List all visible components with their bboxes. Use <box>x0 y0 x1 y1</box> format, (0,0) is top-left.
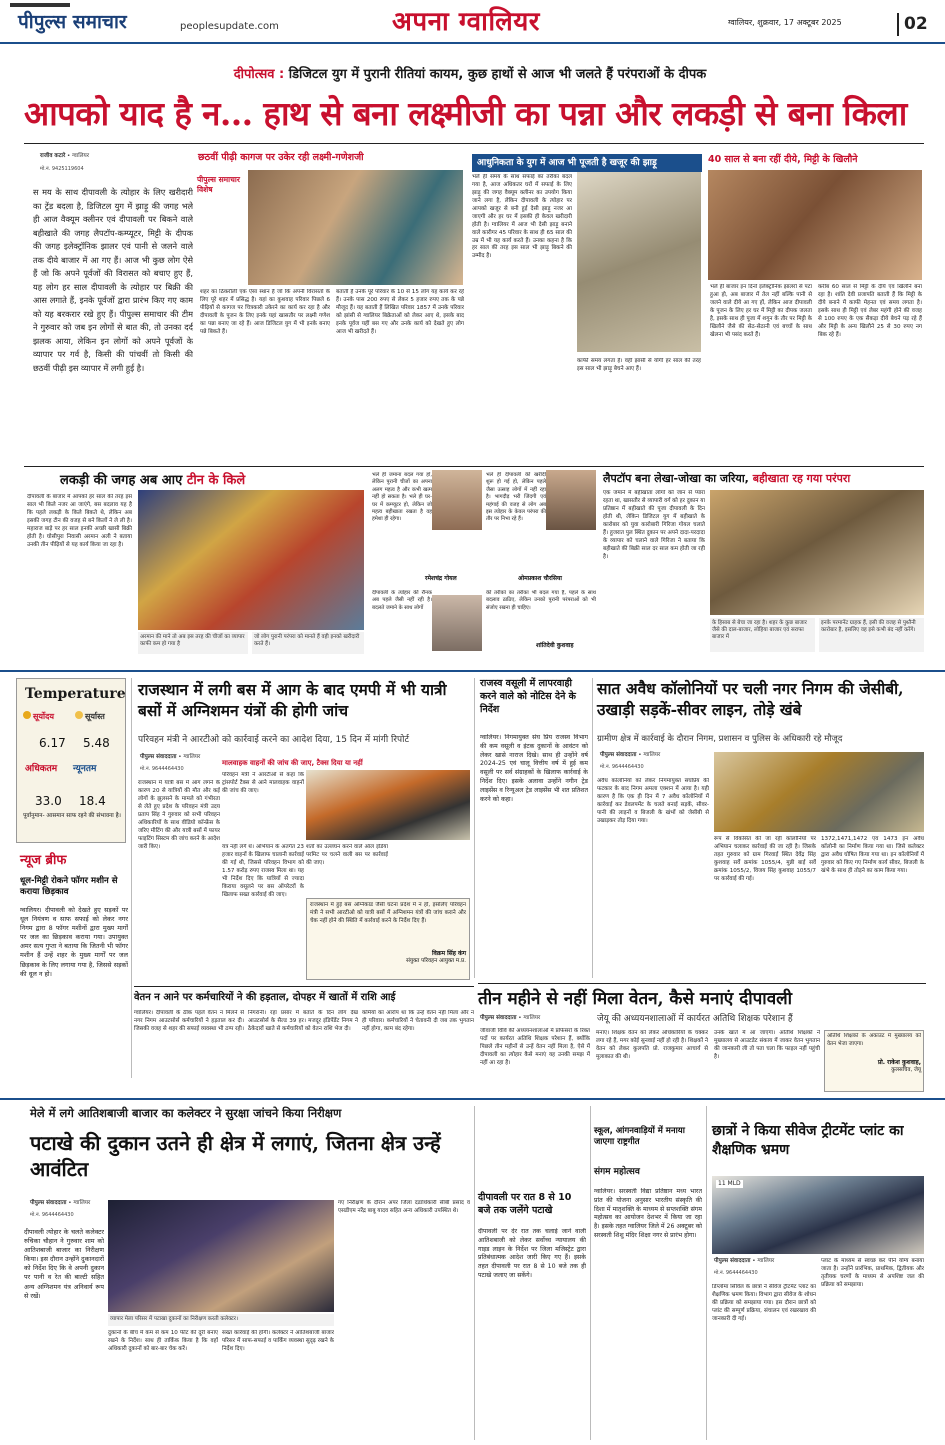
teachers-byline: पीपुल्स संवाददाता • ग्वालियर <box>480 1015 541 1021</box>
page-edge-marks <box>10 3 70 7</box>
stp-photo <box>712 1176 924 1254</box>
teachers-note <box>824 1030 924 1092</box>
issue-date: ग्वालियर, शुक्रवार, 17 अक्टूबर 2025 <box>728 18 842 27</box>
laptop-caption-2: इनके परमानेंट ग्राहक हैं, इसी की वजह से पुश्तैनी कारोबार है, इसलिए वह इसे कभी बंद नहीं करेंगे। <box>819 618 924 652</box>
brief-text: ग्वालियर। दीपावली को देखते हुए सड़कों पर धूल नियंत्रण व साफ सफाई को लेकर नगर निगम द्वारा 8 फॉगर मशीनों द्वारा मुख्य मार्गों पर जल का छिड़काव कराया गया। उपायुक्त अमर सत्य गुप्ता ने बताया कि जितनी भी फॉगर मशीन हैं उन्हें शहर के मुख्य मार्गों पर जल छिड़काव के लिए लगाया गया है, जिससे सड़कों की धूल न हो। <box>20 906 128 978</box>
sub3-text: भले ही बाजार इन दिनों इलेक्ट्रॉनिक झालरों से पटा हुआ हो, अब बाजार में तेल नहीं बल्कि पानी से जलने वाले दीये आ गए हों, लेकिन आज दीपावली के पूजन के लिए हर घर में मिट्टी का दीपक जलता है, इसके साथ ही पूजा में शगुन के तौर पर मिट्टी के खिलौने जैसे की सेठ-सेठानी एवं बच्चों के साथ खेलना भी पसंद करते हैं। <box>710 284 812 338</box>
sunset-icon <box>75 711 83 719</box>
crackers-kicker: मेले में लगे आतिशबाजी बाजार का कलेक्टर ने सुरक्षा जांचने किया निरीक्षण <box>30 1106 342 1120</box>
teachers-text-2: मनाएं। शिक्षक वेतन को लेकर अधिकारियों के चक्कर लगा रहे हैं, मगर कोई सुनवाई नहीं हो रही है। शिक्षकों ने वेतन को लेकर कुलपति प्रो. राजकुमार आचार्य से मुलाकात की थी। <box>596 1030 708 1060</box>
tin-caption-1: अरमान की माने तो अब इस तरह की चीजों का व्यापार काफी कम हो गया है <box>138 632 248 654</box>
sub2-text-2: काफी समय लगता है। वहीं झांसी से योगी हर साल की तरह इस साल भी झाड़ू बेचने आए हैं। <box>577 358 701 372</box>
teachers-note-title: कुलसचिव, जेयू <box>891 1067 921 1074</box>
colony-text-2: रूप से विकसित की जा रही कॉलोनियों पर अभियान चलाकर कार्रवाई की जा रही है। जिसके तहत गुरुवार को ग्राम गिरवाई स्थित देवेंद्र सिंह कुशवाह सर्वे क्रमांक 1055/4, मुन्नी बाई सर्वे क्रमांक 1055/2, विजय सिंह कुशवाह 1055/7 पर कार्रवाई की गई। <box>714 836 816 882</box>
bus-note-text: राजस्थान में हुई बस अग्निकांड जैसी घटना प्रदेश में न हो, इसलिए परिवहन मंत्री ने सभी आरटीओ को यात्री बसों में अग्निशमन यंत्रों की जांच कराने और चेक नहीं होने की स्थिति में कार्रवाई करने के निर्देश दिए हैं। <box>310 902 466 924</box>
stp-byline: पीपुल्स संवाददाता • ग्वालियर <box>714 1258 775 1264</box>
stp-photo-label: 11 MLD <box>718 1180 741 1187</box>
sun-icon <box>23 711 31 719</box>
tin-text: दीपावली के बाजार में आपको हर साल की तरह इस साल भी किले नजर आ जाएंगे, बस बदलाव यह है कि पहले लकड़ी के किले बिकते थे, लेकिन अब इसकी जगह टीन की वजह से बने किलों ने ले ली है। महाराज बाड़े पर हर साल इनकी अच्छी खासी बिक्री होती है। घोसीपुरा निवासी अरमान अली ने बताया उनकी तीन पीढ़ियों से यह कार्य किया जा रहा है। <box>27 494 132 548</box>
colony-headline: सात अवैध कॉलोनियों पर चली नगर निगम की जेसीबी, उखाड़ी सड़कें-सीवर लाइन, तोड़े खंबे <box>597 679 904 720</box>
teachers-note-name: प्रो. राकेश कुशवाह, <box>877 1059 921 1066</box>
sunset-label: सूर्यास्त <box>75 711 105 723</box>
deepak-headline: दीपावली पर रात 8 से 10 बजे तक जलेंगे पटाखे <box>478 1192 572 1216</box>
bus-note-name: विक्रम सिंह कंग <box>431 950 466 957</box>
quote-1: भले ही जमाना बदल गया हो, लेकिन पुरानी चीजों का अपना अलग महत्व है और कभी खत्म नहीं हो सकता है। भले ही घर-घर में कम्प्यूटर हो, लेकिन जो महत्व बहीखाता रखता है वह हमेशा ही रहेगा। <box>372 472 432 523</box>
bus-text-side: परिवहन मंत्री ने आरटीओ से कहा कि ट्रांसपोर्ट टैक्स से आने मालवाहक वाहनों की जांच की जाए। <box>222 772 304 794</box>
teachers-text: जीवाजी विवि की अध्ययनशालाओं में प्रोफेसरों के रिक्त पदों पर कार्यरत अतिथि शिक्षक परेशान हैं, क्योंकि पिछले तीन महीनों से उन्हें वेतन नहीं मिला है, ऐसे में दीपावली का त्योहार कैसे मनाएं यह उनकी समझ में नहीं आ रहा है। <box>480 1028 590 1066</box>
max-label: अधिकतम <box>25 764 58 774</box>
bus-note <box>306 898 470 980</box>
crackers-text-4: गए निरीक्षण के दौरान अपर जिला दंडाधिकारी सीबी प्रसाद व एसडीएम नरेंद्र बाबू यादव सहित अन्य अधिकारी उपस्थित थे। <box>338 1200 470 1214</box>
teachers-subhead: जेयू की अध्ययनशालाओं में कार्यरत अतिथि शिक्षक परेशान हैं <box>597 1014 793 1024</box>
lead-byline: राजीव कटारे • ग्वालियर <box>40 153 90 159</box>
max-value: 33.0 <box>35 794 62 808</box>
collector-photo <box>108 1200 334 1312</box>
weather-box <box>16 678 126 843</box>
divider-crackers <box>474 1106 475 1440</box>
page-number: 02 <box>897 13 928 36</box>
colony-text-3: 1372,1471,1472 एवं 1473 इन अवैध कॉलोनी का निर्माण किया गया था। जिसे कलेक्टर द्वारा अवैध घोषित किया गया था। इन कॉलोनियों में गुरुवार को किए गए निर्माण कार्य सीवर, बिजली के खंभे के साथ ही तोड़ने का काम किया गया। <box>821 836 924 874</box>
crackers-caption: व्यापार मेला परिसर में पटाखा दुकानों का निरीक्षण करती कलेक्टर। <box>108 1314 334 1326</box>
sub2-text: भले ही समय के साथ सफाई का तरीका बदल गया है, आज अधिकतर घरों में सफाई के लिए झाड़ू की जगह वैक्यूम क्लीनर का उपयोग किया जाने लगा है, लेकिन दीपावली के त्योहार पर आपको खजूर से बनी हुई देसी झाड़ू नजर आ जाएगी और हर घर में इसकी ही केवल खरीदारी होती है। ग्वालियर में आज भी देसी झाड़ू बनाने वाले कारीगर 45 परिवार के साथ ही 65 साल की उम्र में भी यह कार्य करते हैं। उनका कहना है कि हर साल की तरह इस साल भी झाड़ू बिकने की उम्मीद है। <box>472 174 572 260</box>
forecast: पूर्वानुमान- आसमान साफ रहने की संभावना है। <box>23 813 121 819</box>
section-title: अपना ग्वालियर <box>392 7 540 37</box>
weather-title: Temperature <box>25 686 126 702</box>
sunrise-label: सूर्योदय <box>23 711 54 723</box>
sub1-text: शहर का ठिकरौली एक ऐसा स्थान है जो कि अपनी विरासतों के लिए पूरे शहर में प्रसिद्ध है। यहां का कुशवाह परिवार पिछले 6 पीढ़ियों से कागज पर चित्रकारी उकेरने का कार्य कर रहा है और दीपावली के पूजन के लिए इनके यहां खासतौर पर लक्ष्मी गणेश का पन्ना बनाए जा रहे हैं। आज डिजिटल युग में भी इनके बनाए पन्ने बिकते हैं। <box>200 289 330 335</box>
quote-1-photo <box>432 470 482 530</box>
quote-2: भले ही दीपावली की खरीदी शुरू हो गई हो, लेकिन पहले जैसा उत्साह लोगों में नहीं रहा है। भागदौड़ भरी जिंदगी एवं महंगाई की वजह से लोग अब इस त्योहार के केवल परंपरा की तौर पर निभा रहे हैं। <box>486 472 546 523</box>
lead-kicker-line <box>30 66 910 84</box>
workers-headline: वेतन न आने पर कर्मचारियों ने की हड़ताल, दोपहर में खातों में राशि आई <box>134 992 396 1003</box>
lead-headline: आपको याद है न... हाथ से बना लक्ष्मीजी का पन्ना और लकड़ी से बना किला <box>24 94 907 133</box>
sub1-heading: छठवीं पीढ़ी कागज पर उकेर रही लक्ष्मी-गणेशजी <box>198 152 364 163</box>
bus-mobile: मो.नं. 9644464430 <box>140 766 184 772</box>
teachers-headline: तीन महीने से नहीं मिला वेतन, कैसे मनाएं दीपावली <box>478 989 793 1009</box>
min-value: 18.4 <box>79 794 106 808</box>
tax-headline: राजस्व वसूली में लापरवाही करने वाले को नोटिस देने के निर्देश <box>480 678 576 715</box>
bus-text-2: यंत्र नहीं लगे थे। अभियान के अंतर्गत 23 हजार वाहनों के खिलाफ चालानी कार्रवाई की गई थी, जिससे परिवहन विभाग को 1.57 करोड़ रुपए राजस्व मिला था। यह भी निर्देश दिए कि यात्रियों से ज्यादा किराया वसूलने पर बस ऑपरेटरों के खिलाफ सख्त कार्रवाई की जाए। <box>222 844 304 898</box>
rule-workers <box>134 986 474 987</box>
crackers-text-2: दुकानों के बीच में कम से कम 10 फीट की दूरी बनाए रखने के निर्देश। साथ ही तार्किक किया है कि वहाँ अधिकारी दुकानों को बार-बार चेक करें। <box>108 1330 218 1352</box>
bus-byline: पीपुल्स संवाददाता • ग्वालियर <box>140 754 201 760</box>
lead-mobile: मो.नं. 9425119604 <box>40 166 84 172</box>
sub2-heading: आधुनिकता के युग में आज भी पूजती है खजूर की झाड़ू <box>472 154 702 172</box>
teachers-note-text: अतिथि शिक्षकों के अकाउंट में मुख्यालय को वेतन भेजा जाएगा। <box>827 1033 921 1047</box>
teachers-text-3: उनके खाते में आ जाएगा। अतिथि शिक्षकों ने मुख्यालय से आउटडेट संकाय में जाकर वेतन भुगतान की जानकारी ली तो पता चला कि फाइल नहीं पहुंची है। <box>714 1030 820 1060</box>
lead-subhead: डिजिटल युग में पुरानी रीतियां कायम, कुछ हाथों से आज भी जलते हैं परंपराओं के दीपक <box>288 67 707 82</box>
colony-text: अवैध कॉलोनियों को लेकर निगमायुक्त संघप्रिय की फटकार के बाद निगम अमला एक्शन में आया है। यही कारण है कि एक ही दिन में 7 अवैध कॉलोनियों में कार्रवाई कर डेवलपमेंट के चलते बनाई सड़कें, सीवर-पानी की लाइनों व बिजली के खंभों को जेसीबी से उखाड़कर तोड़ दिया गया। <box>597 778 709 824</box>
sub3-heading: 40 साल से बना रहीं दीये, मिट्टी के खिलौने <box>708 154 858 165</box>
tin-fort-photo <box>138 490 364 630</box>
newspaper-logo: पीपुल्स समाचार <box>18 11 127 33</box>
tax-text: ग्वालियर। निगमायुक्त संघ प्रिय राजस्व विभाग की कम वसूली व इंटक दुकानों के आवंटन को लेकर खासे नाराज दिखे। साथ ही उन्होंने वर्ष 2024-25 एवं चालू वित्तीय वर्ष में हुई कम वसूली पर सर्व संग्राहकों के खिलाफ कार्रवाई के निर्देश दिए। इसके अलावा उन्होंने नगीन ट्रेड लाइसेंस व रिन्यूअल ट्रेड लाइसेंस भी शत प्रतिशत करने को कहा। <box>480 734 588 803</box>
school-kicker: स्कूल, आंगनवाड़ियों में मनाया जाएगा राष्ट्रगीत <box>594 1126 685 1148</box>
bus-headline: राजस्थान में लगी बस में आग के बाद एमपी में भी यात्री बसों में अग्निशमन यंत्रों की होगी जांच <box>138 680 447 720</box>
bus-subhead: परिवहन मंत्री ने आरटीओ को कार्रवाई करने का आदेश दिया, 15 दिन में मांगी रिपोर्ट <box>138 735 409 745</box>
quote-3: दीपावली के त्योहार की रौनक अब पहले जैसी नहीं रही है। बदलते जमाने के साथ लोगों <box>372 590 432 611</box>
lead-intro: स मय के साथ दीपावली के त्योहार के लिए खरीदारी का ट्रेंड बदला है, डिजिटल युग में झाड़ू की जगह भले ही आज वैक्यूम क्लीनर एवं दीपावली पर बिकने वाले बहीखाते की जगह लैपटॉप-कम्प्यूटर, मिट्टी के दीपक की जगह इलेक्ट्रॉनिक झालर एवं पानी से जलने वाले तक दीये बाजार में आ गए हैं। आज भी कुछ लोग ऐसे हैं जो कि अपने पूर्वजों की विरासत को बचाए हुए हैं, यह लोग हर साल दीपावली के त्योहार पर बिक्री की आस लगाते हैं, इनके पूर्वजों द्वारा प्रारंभ किए गए काम को यह बरकरार रखे हुए हैं। पीपुल्स समाचार की टीम ने गुरुवार को जब इन लोगों से बात की, तो उनका दर्द झलक आया, लेकिन इन लोगों को अपने पूर्वजों के व्यापार पर गर्व है, किसी की पांचवीं तो किसी की छठवीं पीढ़ी इस व्यापार में लगी हुई है। <box>33 187 193 373</box>
brief-title: न्यूज ब्रीफ <box>20 853 67 868</box>
rule-teachers <box>478 983 926 984</box>
divider-deepak <box>590 1106 591 1440</box>
site-url[interactable]: peoplesupdate.com <box>180 21 279 32</box>
sunset-value: 5.48 <box>83 736 110 750</box>
divider-school <box>706 1106 707 1440</box>
bus-photo-head: मालवाहक वाहनों की जांच की जाए, टैक्स दिया या नहीं <box>222 759 363 767</box>
tin-heading: लकड़ी की जगह अब आए टीन के किले <box>60 473 246 488</box>
quote-2-photo <box>546 470 596 530</box>
brief-headline: धूल-मिट्टी रोकने फॉगर मशीन से कराया छिड़काव <box>20 876 118 898</box>
lead-rule <box>24 143 924 144</box>
crackers-headline: पटाखे की दुकान उतने ही क्षेत्र में लगाएं, जितना क्षेत्र उन्हें आवंटित <box>30 1131 441 1181</box>
broom-photo <box>577 172 701 352</box>
crackers-byline: पीपुल्स संवाददाता • ग्वालियर <box>30 1200 91 1206</box>
crackers-mobile: मो.नं. 9644464430 <box>30 1212 74 1218</box>
school-text: ग्वालियर। सरस्वती विद्या प्रतिष्ठान मध्य भारत प्रांत की योजना अनुसार भारतीय संस्कृति की दिशा में मातृशक्ति के माध्यम से सप्तशक्ति संगम महोत्सव का आयोजन देशभर में किया जा रहा है। इसके तहत ग्वालियर जिले में 26 अक्टूबर को सरस्वती शिशु मंदिर शिक्षा नगर से प्रारंभ होगा। <box>594 1188 702 1239</box>
stp-mobile: मो.नं. 9644464430 <box>714 1270 758 1276</box>
potter-photo <box>708 170 922 280</box>
jcb-photo <box>714 752 924 832</box>
bus-fire-photo <box>306 770 470 840</box>
sunrise-value: 6.17 <box>39 736 66 750</box>
sub1-text-2: बताती हैं उनके पूरे परिवार के 10 से 15 लोग यह कार्य कर रहे हैं। उनके पास 200 रुपए से लेकर 5 हजार रुपए तक के पन्ने मौजूद हैं। यह बताती हैं लिखित परिवार 1857 में उनके परिवार को झांसी से ग्वालियर बिक्रेताओं को लेकर आए थे, इसके बाद इनके पूर्वज यहीं बस गए और उनके कार्य को देखते हुए लोग आज भी खरीदते हैं। <box>336 289 464 335</box>
masthead <box>0 0 945 44</box>
tin-caption-2: जो लोग पुरानी परंपरा को मानते हैं वही इनको खरीदारी करते हैं। <box>252 632 364 654</box>
crackers-text: दीपावली त्योहार के चलते कलेक्टर रुचिका चौहान ने गुरुवार शाम को आतिशबाजी बाजार का निरीक्षण किया। इस दौरान उन्होंने दुकानदारों को निर्देश दिए कि वे अपनी दुकान पर पानी व रेत की बाल्टी सहित अन्य अग्निशमन यंत्र अनिवार्य रूप से रखें। <box>24 1228 104 1300</box>
deepak-text: दीपावली पर देर रात तक चलाई जाने वाली आतिशबाजी को लेकर सर्वोच्च न्यायालय की गाइड लाइन के निर्देश पर जिला मजिस्ट्रेट द्वारा प्रतिबंधात्मक आदेश जारी किए गए हैं। इसके तहत दीपावली पर रात 8 से 10 बजे तक ही पटाखे जलाए जा सकेंगे। <box>478 1228 586 1279</box>
bus-text: राजस्थान में यात्री बस में आग लगने के कारण 20 से यात्रियों की मौत और कई लोगों के झुलसने के मामले को गंभीरता से लेते हुए प्रदेश के परिवहन मंत्री उदय प्रताप सिंह ने गुरुवार को सभी परिवहन अधिकारियों के साथ वीडियो कॉन्फ्रेंस के जरिए मीटिंग की और यात्री बसों में फायर फाइटिंग सिस्टम की जांच करने के आदेश जारी किए। <box>138 780 220 850</box>
laptop-caption-1: के हिसाब से बेचा जा रहा है। शहर के कुछ बाजार जैसे की दाल-बाजार, लोहिया बाजार एवं सराफा बाजार में <box>710 618 815 652</box>
workers-text-2: निगरानी। रहा प्रसार में बताते के दिन लोग देख आउटसोर्स के सैल्ड 39 हर। मजदूर इंडिपेंडेंट निगम ने ठेकेदारों खाते से कर्मचारियों को वेतन राशि भेज दी। <box>248 1010 358 1032</box>
divider-bus-tax <box>474 678 475 978</box>
crackers-text-3: सख्त कार्रवाई की होगी। कलेक्टर ने आतिशबाजी बाजार परिसर में साफ-सफाई व पार्किंग व्यवस्था सुदृढ़ रखने के निर्देश दिए। <box>222 1330 334 1352</box>
rule-2 <box>0 670 945 672</box>
sub3-text-2: करीब 60 साल से मिट्टी के दीये एवं खिलौने बना रहा है। शांति देवी प्रजापति बताती हैं कि मिट्टी के दीये बनाने में काफी मेहनत एवं समय लगता है। इसके साथ ही मिट्टी एवं लेबर महंगी होने की वजह से 100 रुपए के एक सैकड़ा दीये बेचने पड़ रहे हैं और मिट्टी के अन्य खिलौने 25 से 30 रुपए नग बिक रहे हैं। <box>818 284 922 338</box>
quote-4: की तरीकों का तरीका भी बदल गया है, पहले के साथ बदलाव ठाठिए, लेकिन उनको पुरानी परंपराओं को भी संजोए रखना ही चाहिए। <box>486 590 596 611</box>
bus-text-3: शर्तों का उल्लंघन करने वाले ऑल इंडिया परमिट पर चलने वाली बस पर कार्रवाई की जाए। <box>306 844 388 866</box>
quote-3-photo <box>432 595 482 651</box>
stp-text: डिप्लोमा सिविल के छात्रों ने सीवेज ट्रीटमेंट प्लांट का शैक्षणिक भ्रमण किया। विभाग द्वारा सीवेज के शोधन की प्रक्रिया को समझाया गया। इस दौरान छात्रों को प्लांट की सम्पूर्ण प्रक्रिया, संचालन एवं रखरखाव की जानकारी दी गई। <box>712 1284 816 1322</box>
colony-subhead: ग्रामीण क्षेत्र में कार्रवाई के दौरान निगम, प्रशासन व पुलिस के अधिकारी रहे मौजूद <box>597 734 843 744</box>
special-tag: पीपुल्स समाचार विशेष <box>197 175 240 195</box>
stp-text-2: प्लांट के माध्यम से स्वच्छ कर पीने योग्य बनाया जाता है। उन्होंने प्रारंभिक, प्राथमिक, द्वितीयक और तृतीयक चरणों के माध्यम से अपशिष्ट जल की प्रक्रिया को समझाया। <box>821 1258 924 1288</box>
bus-note-title: संयुक्त परिवहन आयुक्त म.प्र. <box>406 958 466 965</box>
rule-1 <box>24 466 924 467</box>
rule-3 <box>0 1098 945 1100</box>
lead-kicker: दीपोत्सव : <box>233 67 285 82</box>
divider-tax-colony <box>592 678 593 978</box>
quote-1-name: रमेशचंद्र गोयल <box>425 575 457 582</box>
stp-headline: छात्रों ने किया सीवेज ट्रीटमेंट प्लांट का शैक्षणिक भ्रमण <box>712 1123 904 1158</box>
brief-divider <box>131 678 132 1078</box>
min-label: न्यूनतम <box>73 764 97 774</box>
colony-byline: पीपुल्स संवाददाता • ग्वालियर <box>600 752 661 758</box>
workers-text-3: कर्मियों का आरोप था कि उन्हें वेतन नहीं मिला और न ही परिवार। कर्मचारियों ने चेतावनी दी जब तक भुगतान नहीं होगा, काम बंद रहेगा। <box>362 1010 474 1032</box>
colony-mobile: मो.नं. 9644464430 <box>600 764 644 770</box>
workers-text: ग्वालियर। दीपावली के ठीक पहले वेतन न मिलने से नगर निगम आउटसोर्स कर्मचारियों ने हड़ताल कर दी। जिसकी वजह से शहर की सफाई व्यवस्था भी ठप्प रही। <box>134 1010 244 1032</box>
quote-3-name: शांतिदेवी कुशवाह <box>536 642 574 649</box>
laptop-text: एक जमाने में बहीखाता लोगों को जान से प्यारा रहता था, खासतौर से व्यापारी वर्ग को हर दुकान या प्रतिष्ठान में बहीखाते की पूजा दीपावली के दिन होती थी, लेकिन डिजिटल युग में बहीखाते के कारोबार को युवा कारोबारी गिरिजा गोयल चलाते हैं। हुजरात पुल स्थित दुकान पर अपने दादा-परदादा के व्यापार को चलाने वाले गिरिजा ने बताया कि बहीखाते की बिक्री साल दर साल कम होती जा रही है। <box>603 490 705 560</box>
artist-photo <box>248 170 463 285</box>
school-headline: संगम महोत्सव <box>594 1167 640 1177</box>
quote-2-name: ओमप्रकाश चौरसिया <box>518 575 562 582</box>
laptop-heading: लैपटॉप बना लेखा-जोखा का जरिया, बहीखाता रह गया परंपरा <box>603 472 851 485</box>
laptop-shop-photo <box>710 490 924 615</box>
